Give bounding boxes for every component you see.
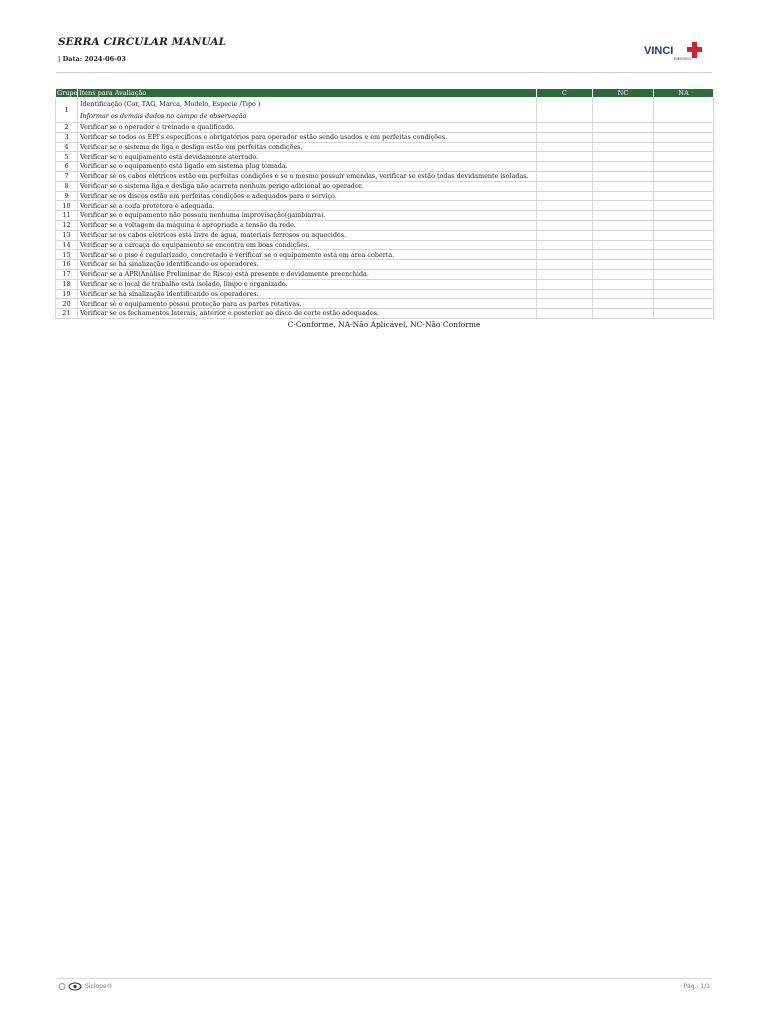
cell-nc[interactable] [593, 240, 654, 250]
table-row [56, 152, 714, 162]
cell-na[interactable] [654, 240, 714, 250]
cell-na[interactable] [654, 309, 714, 319]
row-number: 21 [56, 309, 78, 319]
row-item: Verificar se há sinalização identificando os operadores. [78, 260, 537, 270]
cell-c[interactable] [537, 171, 593, 181]
row-item: Verificar se o operador é treinado e qualificado. [78, 123, 537, 133]
row-number: 6 [56, 162, 78, 172]
document-title: SERRA CIRCULAR MANUAL [58, 36, 227, 48]
cell-nc[interactable] [593, 309, 654, 319]
table-row [56, 211, 714, 221]
row-number: 8 [56, 181, 78, 191]
row-number: 17 [56, 269, 78, 279]
page-number: Pág.: 1/1 [683, 983, 710, 990]
row-item: Verificar se o equipamento está devidamente aterrado. [78, 152, 537, 162]
table-row [56, 269, 714, 279]
row-number: 19 [56, 289, 78, 299]
ident-main: Identificação (Cor, TAG, Marca, Modelo, Especie /Tipo ) [80, 99, 261, 108]
cell-nc[interactable] [593, 123, 654, 133]
cell-na[interactable] [654, 211, 714, 221]
table-row [56, 191, 714, 201]
footer-brand-label: Siclope® [85, 983, 113, 990]
evaluation-table [55, 88, 714, 319]
cell-nc[interactable] [593, 211, 654, 221]
row-item: Verificar se os cabos elétricos está livre de água, materiais ferrosos ou aquecidos. [78, 230, 537, 240]
cell-c[interactable] [537, 260, 593, 270]
row-item: Verificar se o sistema liga e desliga não acarreta nenhum perigo adicional ao operador. [78, 181, 537, 191]
row-number: 5 [56, 152, 78, 162]
cell-c[interactable] [537, 240, 593, 250]
col-c: C [537, 89, 593, 98]
table-row [56, 201, 714, 211]
cell-c[interactable] [537, 230, 593, 240]
table-row [56, 260, 714, 270]
cell-nc[interactable] [593, 279, 654, 289]
cell-c[interactable] [537, 250, 593, 260]
cell-nc[interactable] [593, 98, 654, 123]
row-item: Verificar se o sistema de liga e desliga estão em perfeitas condições. [78, 142, 537, 152]
table-row [56, 123, 714, 133]
cell-na[interactable] [654, 289, 714, 299]
row-number: 2 [56, 123, 78, 133]
table-row [56, 230, 714, 240]
table-row [56, 142, 714, 152]
cell-na[interactable] [654, 152, 714, 162]
cell-nc[interactable] [593, 132, 654, 142]
col-grupo: Grupo [57, 88, 78, 97]
cell-nc[interactable] [593, 299, 654, 309]
row-item: Verificar se a coifa protetora é adequada. [78, 201, 537, 211]
cell-c[interactable] [537, 309, 593, 319]
cell-na[interactable] [654, 162, 714, 172]
siclope-eye-icon [58, 982, 82, 991]
row-item: Verificar se o piso é regularizado, concretado e verificar se o equipamento está em área coberta. [78, 250, 537, 260]
cell-na[interactable] [654, 220, 714, 230]
row-item [78, 98, 537, 123]
cell-na[interactable] [654, 250, 714, 260]
cell-na[interactable] [654, 230, 714, 240]
ident-sub: Informar os demais dados no campo de observação [80, 112, 247, 120]
legend-text: C-Conforme, NA-Não Aplicável, NC-Não Conforme [287, 320, 481, 329]
row-number: 20 [56, 299, 78, 309]
cell-na[interactable] [654, 171, 714, 181]
row-item: Verificar se a APR(Análise Preliminar de Risco) está presente e devidamente preenchida. [78, 269, 537, 279]
cell-nc[interactable] [593, 230, 654, 240]
row-number: 18 [56, 279, 78, 289]
cell-c[interactable] [537, 191, 593, 201]
row-item: Verificar se o equipamento está ligado em sistema plug tomada. [78, 162, 537, 172]
cell-c[interactable] [537, 220, 593, 230]
cell-c[interactable] [537, 201, 593, 211]
table-row [56, 299, 714, 309]
cell-c[interactable] [537, 269, 593, 279]
cell-c[interactable] [537, 279, 593, 289]
row-number: 9 [56, 191, 78, 201]
col-itens: Itens para Avaliação [78, 89, 537, 98]
cell-na[interactable] [654, 269, 714, 279]
cell-na[interactable] [654, 191, 714, 201]
row-number: 11 [56, 211, 78, 221]
table-row [56, 240, 714, 250]
cell-c[interactable] [537, 98, 593, 123]
cell-nc[interactable] [593, 269, 654, 279]
cell-na[interactable] [654, 279, 714, 289]
cell-nc[interactable] [593, 191, 654, 201]
row-number: 3 [56, 132, 78, 142]
cell-nc[interactable] [593, 162, 654, 172]
col-nc: NC [593, 89, 654, 98]
page-footer [56, 978, 712, 993]
table-row [56, 289, 714, 299]
cell-nc[interactable] [593, 220, 654, 230]
row-item: Verificar se o equipamento possui proteção para as partes rotativas. [78, 299, 537, 309]
cell-nc[interactable] [593, 289, 654, 299]
row-number: 15 [56, 250, 78, 260]
cell-c[interactable] [537, 289, 593, 299]
row-number: 12 [56, 220, 78, 230]
row-item: Verificar se os cabos elétricos estão em perfeitas condições e se o mesmo possuir emendas, verificar se estão todas devidamente isoladas. [78, 171, 537, 181]
cell-na[interactable] [654, 98, 714, 123]
table-row [56, 220, 714, 230]
table-row [56, 98, 714, 123]
row-number: 14 [56, 240, 78, 250]
table-row [56, 279, 714, 289]
cell-na[interactable] [654, 201, 714, 211]
table-row [56, 250, 714, 260]
document-header [56, 34, 712, 73]
cell-nc[interactable] [593, 250, 654, 260]
cell-c[interactable] [537, 162, 593, 172]
cell-c[interactable] [537, 132, 593, 142]
row-number: 4 [56, 142, 78, 152]
cell-na[interactable] [654, 123, 714, 133]
row-number: 10 [56, 201, 78, 211]
logo-text: VINCI [644, 45, 674, 57]
cell-nc[interactable] [593, 181, 654, 191]
cell-nc[interactable] [593, 142, 654, 152]
col-na: NA [654, 89, 714, 98]
row-number: 16 [56, 260, 78, 270]
row-item: Verificar se os fechamentos laterais, anterior e posterior ao disco de corte estão adequados. [78, 309, 537, 319]
cell-c[interactable] [537, 181, 593, 191]
table-row [56, 171, 714, 181]
table-row [56, 309, 714, 319]
cell-c[interactable] [537, 142, 593, 152]
row-number: 13 [56, 230, 78, 240]
row-item: Verificar se os discos estão em perfeitas condições e adequados para o serviço. [78, 191, 537, 201]
document-date: | Data: 2024-06-03 [58, 55, 126, 63]
cell-c[interactable] [537, 123, 593, 133]
cell-na[interactable] [654, 299, 714, 309]
cell-nc[interactable] [593, 171, 654, 181]
cell-nc[interactable] [593, 260, 654, 270]
row-item: Verificar se o local de trabalho está isolado, limpo e organizado. [78, 279, 537, 289]
table-row [56, 132, 714, 142]
cell-na[interactable] [654, 181, 714, 191]
table-header-row [56, 89, 714, 98]
row-number: 7 [56, 171, 78, 181]
table-row [56, 181, 714, 191]
vinci-logo [644, 40, 710, 62]
cell-c[interactable] [537, 211, 593, 221]
cell-na[interactable] [654, 132, 714, 142]
cell-na[interactable] [654, 260, 714, 270]
row-item: Verificar se o equipamento não possuiu nenhuma improvisação(gambiarra). [78, 211, 537, 221]
logo-cross-icon [687, 42, 702, 58]
row-item: Verificar se há sinalização identificando os operadores. [78, 289, 537, 299]
cell-nc[interactable] [593, 201, 654, 211]
cell-nc[interactable] [593, 152, 654, 162]
table-body [56, 98, 714, 319]
row-number: 1 [56, 98, 78, 123]
cell-c[interactable] [537, 299, 593, 309]
table-row [56, 162, 714, 172]
logo-subtext: ENERGIES [674, 57, 691, 61]
row-item: Verificar se todos os EPI's específicos e obrigatórios para operador estão sendo usados e em perfeitas condições. [78, 132, 537, 142]
row-item: Verificar se a voltagem da máquina é apropriada a tensão da rede. [78, 220, 537, 230]
row-item: Verificar se a carcaça do equipamento se encontra em boas condições. [78, 240, 537, 250]
footer-brand [58, 982, 113, 991]
cell-c[interactable] [537, 152, 593, 162]
cell-na[interactable] [654, 142, 714, 152]
